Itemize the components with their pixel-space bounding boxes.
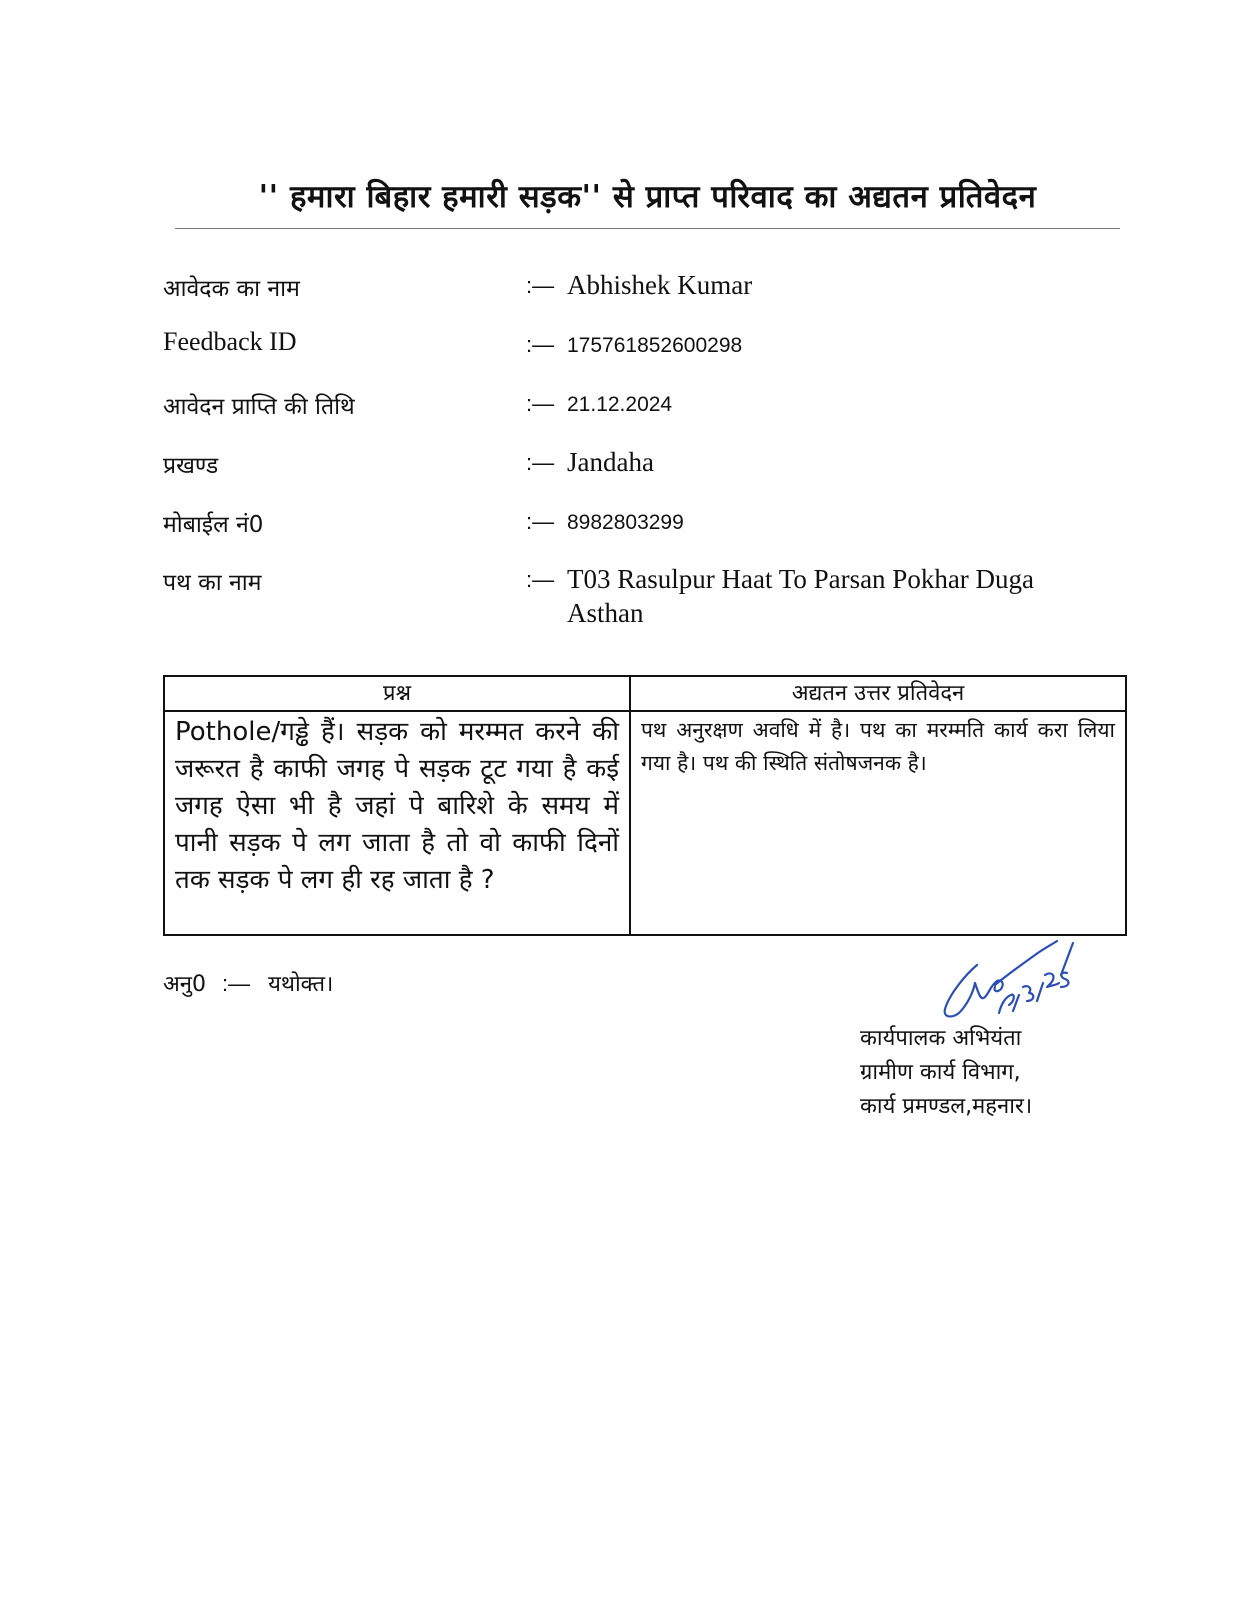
signatory-designation: कार्यपालक अभियंता (860, 1026, 1022, 1051)
field-label: आवेदन प्राप्ति की तिथि (163, 394, 355, 420)
handwritten-signature (935, 935, 1085, 1030)
signatory-office: कार्य प्रमण्डल,महनार। (860, 1094, 1033, 1119)
field-label: प्रखण्ड (163, 453, 219, 479)
table-row (164, 711, 1126, 935)
signature-date-stroke (1061, 943, 1073, 975)
field-label: आवेदक का नाम (163, 276, 300, 302)
field-label: पथ का नाम (163, 570, 262, 596)
report-table (163, 675, 1127, 936)
document-title: '' हमारा बिहार हमारी सड़क'' से प्राप्त परिवाद का अद्यतन प्रतिवेदन (258, 179, 1037, 215)
field-label: Feedback ID (163, 327, 297, 356)
field-value: Abhishek Kumar (567, 270, 753, 300)
signatory-block (860, 1022, 1090, 1124)
field-value: T03 Rasulpur Haat To Parsan Pokhar Duga Asthan (567, 564, 1035, 628)
field-separator: :— (526, 391, 555, 416)
field-value: 8982803299 (567, 511, 684, 534)
signature-stroke (995, 941, 1057, 985)
field-separator: :— (526, 567, 555, 592)
question-cell: Pothole/गड्ढे हैं। सड़क को मरम्मत करने की जरूरत है काफी जगह पे सड़क टूट गया है कई जगह ऐसा भी है जहां पे बारिशे के समय में पानी सड़क पे लग जाता है तो वो काफी दिनों तक सड़क पे लग ही रह जाता है ? (164, 711, 630, 935)
table-header-row (164, 676, 1126, 711)
signatory-department: ग्रामीण कार्य विभाग, (860, 1060, 1021, 1085)
enclosure-label: अनु0 (163, 972, 207, 997)
signature-date-stroke (1037, 983, 1043, 1001)
column-header-question: प्रश्न (164, 676, 630, 711)
field-separator: :— (526, 273, 555, 298)
field-separator: :— (526, 332, 555, 357)
column-header-answer: अद्यतन उत्तर प्रतिवेदन (630, 676, 1126, 711)
signature-date-stroke (999, 995, 1014, 1013)
signature-stroke (945, 965, 977, 1016)
field-separator: :— (526, 450, 555, 475)
field-label: मोबाईल नं0 (163, 512, 264, 538)
field-value: 21.12.2024 (567, 393, 673, 416)
enclosure-value: यथोक्त। (268, 972, 334, 997)
answer-cell: पथ अनुरक्षण अवधि में है। पथ का मरम्मति कार्य करा लिया गया है। पथ की स्थिति संतोषजनक है। (630, 711, 1126, 935)
enclosure-line (163, 968, 333, 998)
field-separator: :— (526, 509, 555, 534)
signature-date-stroke (1023, 986, 1033, 1001)
field-value: 175761852600298 (567, 334, 743, 357)
field-value: Jandaha (567, 447, 654, 477)
signature-date-stroke (1045, 973, 1059, 987)
enclosure-separator: :— (222, 971, 251, 996)
title-underline (175, 228, 1120, 229)
